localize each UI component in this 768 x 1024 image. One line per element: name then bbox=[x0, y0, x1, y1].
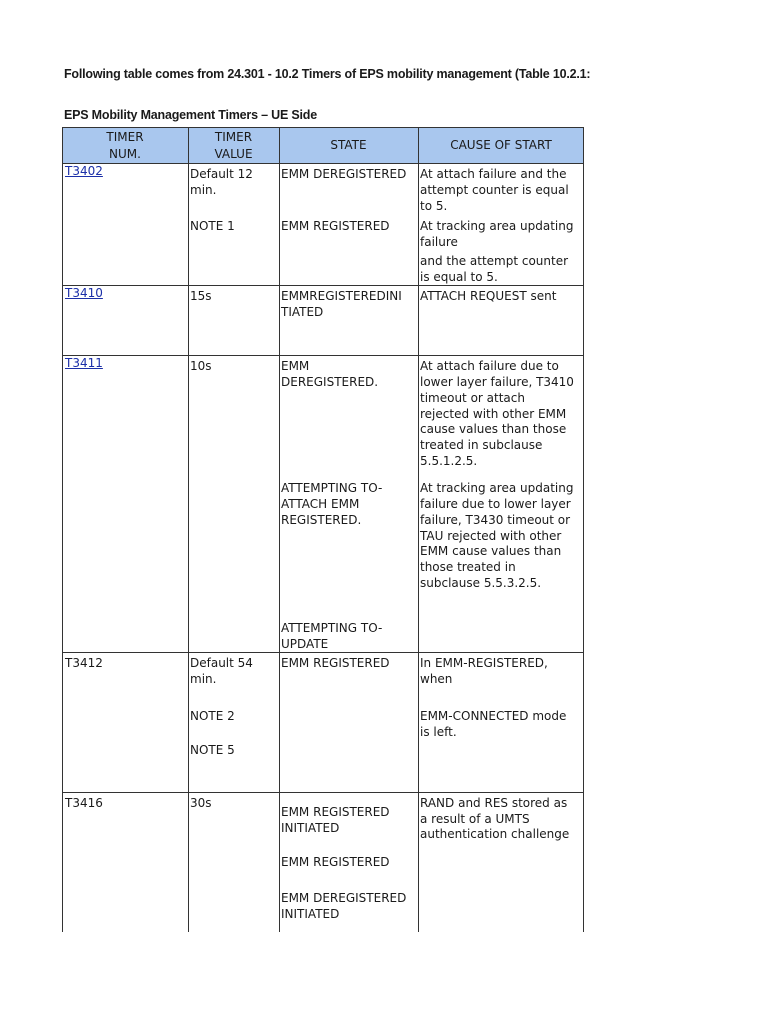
cause-text: failure bbox=[420, 235, 458, 249]
cause-text: EMM cause values than bbox=[420, 544, 562, 558]
timer-value: Default 54 bbox=[190, 656, 253, 670]
cause-text: subclause 5.5.3.2.5. bbox=[420, 576, 542, 590]
cause-text: At attach failure due to bbox=[420, 359, 559, 373]
cause-text: timeout or attach bbox=[420, 391, 525, 405]
cause-text: TAU rejected with other bbox=[420, 529, 562, 543]
row-divider bbox=[62, 355, 584, 356]
cause-text: failure due to lower layer bbox=[420, 497, 571, 511]
timer-value: NOTE 5 bbox=[190, 743, 235, 757]
timer-link-t3411[interactable]: T3411 bbox=[65, 356, 103, 370]
grid-line bbox=[279, 127, 280, 932]
timer-label: T3416 bbox=[65, 796, 103, 810]
table-caption: EPS Mobility Management Timers – UE Side bbox=[64, 108, 317, 122]
state-text: EMM DEREGISTERED bbox=[281, 167, 407, 181]
cause-text: At attach failure and the bbox=[420, 167, 567, 181]
header-state: STATE bbox=[330, 138, 367, 152]
grid-line bbox=[418, 127, 419, 932]
cause-text: At tracking area updating bbox=[420, 481, 574, 495]
state-text: INITIATED bbox=[281, 907, 340, 921]
state-text: UPDATE bbox=[281, 637, 329, 651]
header-cause: CAUSE OF START bbox=[450, 138, 552, 152]
timer-value: NOTE 2 bbox=[190, 709, 235, 723]
timer-value: min. bbox=[190, 183, 217, 197]
state-text: TIATED bbox=[281, 305, 324, 319]
state-text: EMM REGISTERED bbox=[281, 656, 390, 670]
cause-text: authentication challenge bbox=[420, 827, 570, 841]
row-divider bbox=[62, 792, 584, 793]
timer-value: 15s bbox=[190, 289, 212, 303]
cause-text: At tracking area updating bbox=[420, 219, 574, 233]
cause-text: those treated in bbox=[420, 560, 516, 574]
timer-value: min. bbox=[190, 672, 217, 686]
row-divider bbox=[62, 285, 584, 286]
grid-line bbox=[188, 127, 189, 932]
header-timer-value-line1: TIMER bbox=[214, 129, 253, 144]
state-text: EMM DEREGISTERED bbox=[281, 891, 407, 905]
header-timer-num-line1: TIMER bbox=[106, 129, 144, 144]
header-timer-value bbox=[188, 127, 279, 164]
state-text: ATTEMPTING TO- bbox=[281, 621, 383, 635]
grid-line bbox=[583, 127, 584, 932]
cause-text: treated in subclause bbox=[420, 438, 543, 452]
cause-text: rejected with other EMM bbox=[420, 407, 567, 421]
intro-text: Following table comes from 24.301 - 10.2 Timers of EPS mobility management (Table 10.2.1: bbox=[64, 67, 591, 81]
timer-label: T3412 bbox=[65, 656, 103, 670]
state-text: DEREGISTERED. bbox=[281, 375, 379, 389]
cause-text: In EMM-REGISTERED, bbox=[420, 656, 548, 670]
header-timer-num-line2: NUM. bbox=[109, 146, 141, 161]
cause-text: RAND and RES stored as bbox=[420, 796, 568, 810]
cause-text: to 5. bbox=[420, 199, 448, 213]
cause-text: is left. bbox=[420, 725, 457, 739]
cause-text: ATTACH REQUEST sent bbox=[420, 289, 557, 303]
header-timer-num bbox=[62, 127, 188, 164]
state-text: ATTEMPTING TO- bbox=[281, 481, 383, 495]
cause-text: 5.5.1.2.5. bbox=[420, 454, 478, 468]
cause-text: is equal to 5. bbox=[420, 270, 498, 284]
state-text: INITIATED bbox=[281, 821, 340, 835]
state-text: EMM REGISTERED bbox=[281, 219, 390, 233]
header-timer-value-line2: VALUE bbox=[214, 146, 253, 161]
cause-text: attempt counter is equal bbox=[420, 183, 569, 197]
timer-value: 30s bbox=[190, 796, 212, 810]
cause-text: cause values than those bbox=[420, 422, 567, 436]
timer-value: Default 12 bbox=[190, 167, 253, 181]
state-text: EMM bbox=[281, 359, 310, 373]
state-text: REGISTERED. bbox=[281, 513, 362, 527]
timer-value: NOTE 1 bbox=[190, 219, 235, 233]
state-text: EMM REGISTERED bbox=[281, 805, 390, 819]
cause-text: when bbox=[420, 672, 453, 686]
state-text: EMM REGISTERED bbox=[281, 855, 390, 869]
state-text: EMMREGISTEREDINI bbox=[281, 289, 402, 303]
state-text: ATTACH EMM bbox=[281, 497, 360, 511]
timer-link-t3410[interactable]: T3410 bbox=[65, 286, 103, 300]
cause-text: failure, T3430 timeout or bbox=[420, 513, 571, 527]
cause-text: lower layer failure, T3410 bbox=[420, 375, 574, 389]
timer-value: 10s bbox=[190, 359, 212, 373]
cause-text: EMM-CONNECTED mode bbox=[420, 709, 567, 723]
cause-text: and the attempt counter bbox=[420, 254, 569, 268]
timer-link-t3402[interactable]: T3402 bbox=[65, 164, 103, 178]
grid-line bbox=[62, 127, 63, 932]
cause-text: a result of a UMTS bbox=[420, 812, 530, 826]
